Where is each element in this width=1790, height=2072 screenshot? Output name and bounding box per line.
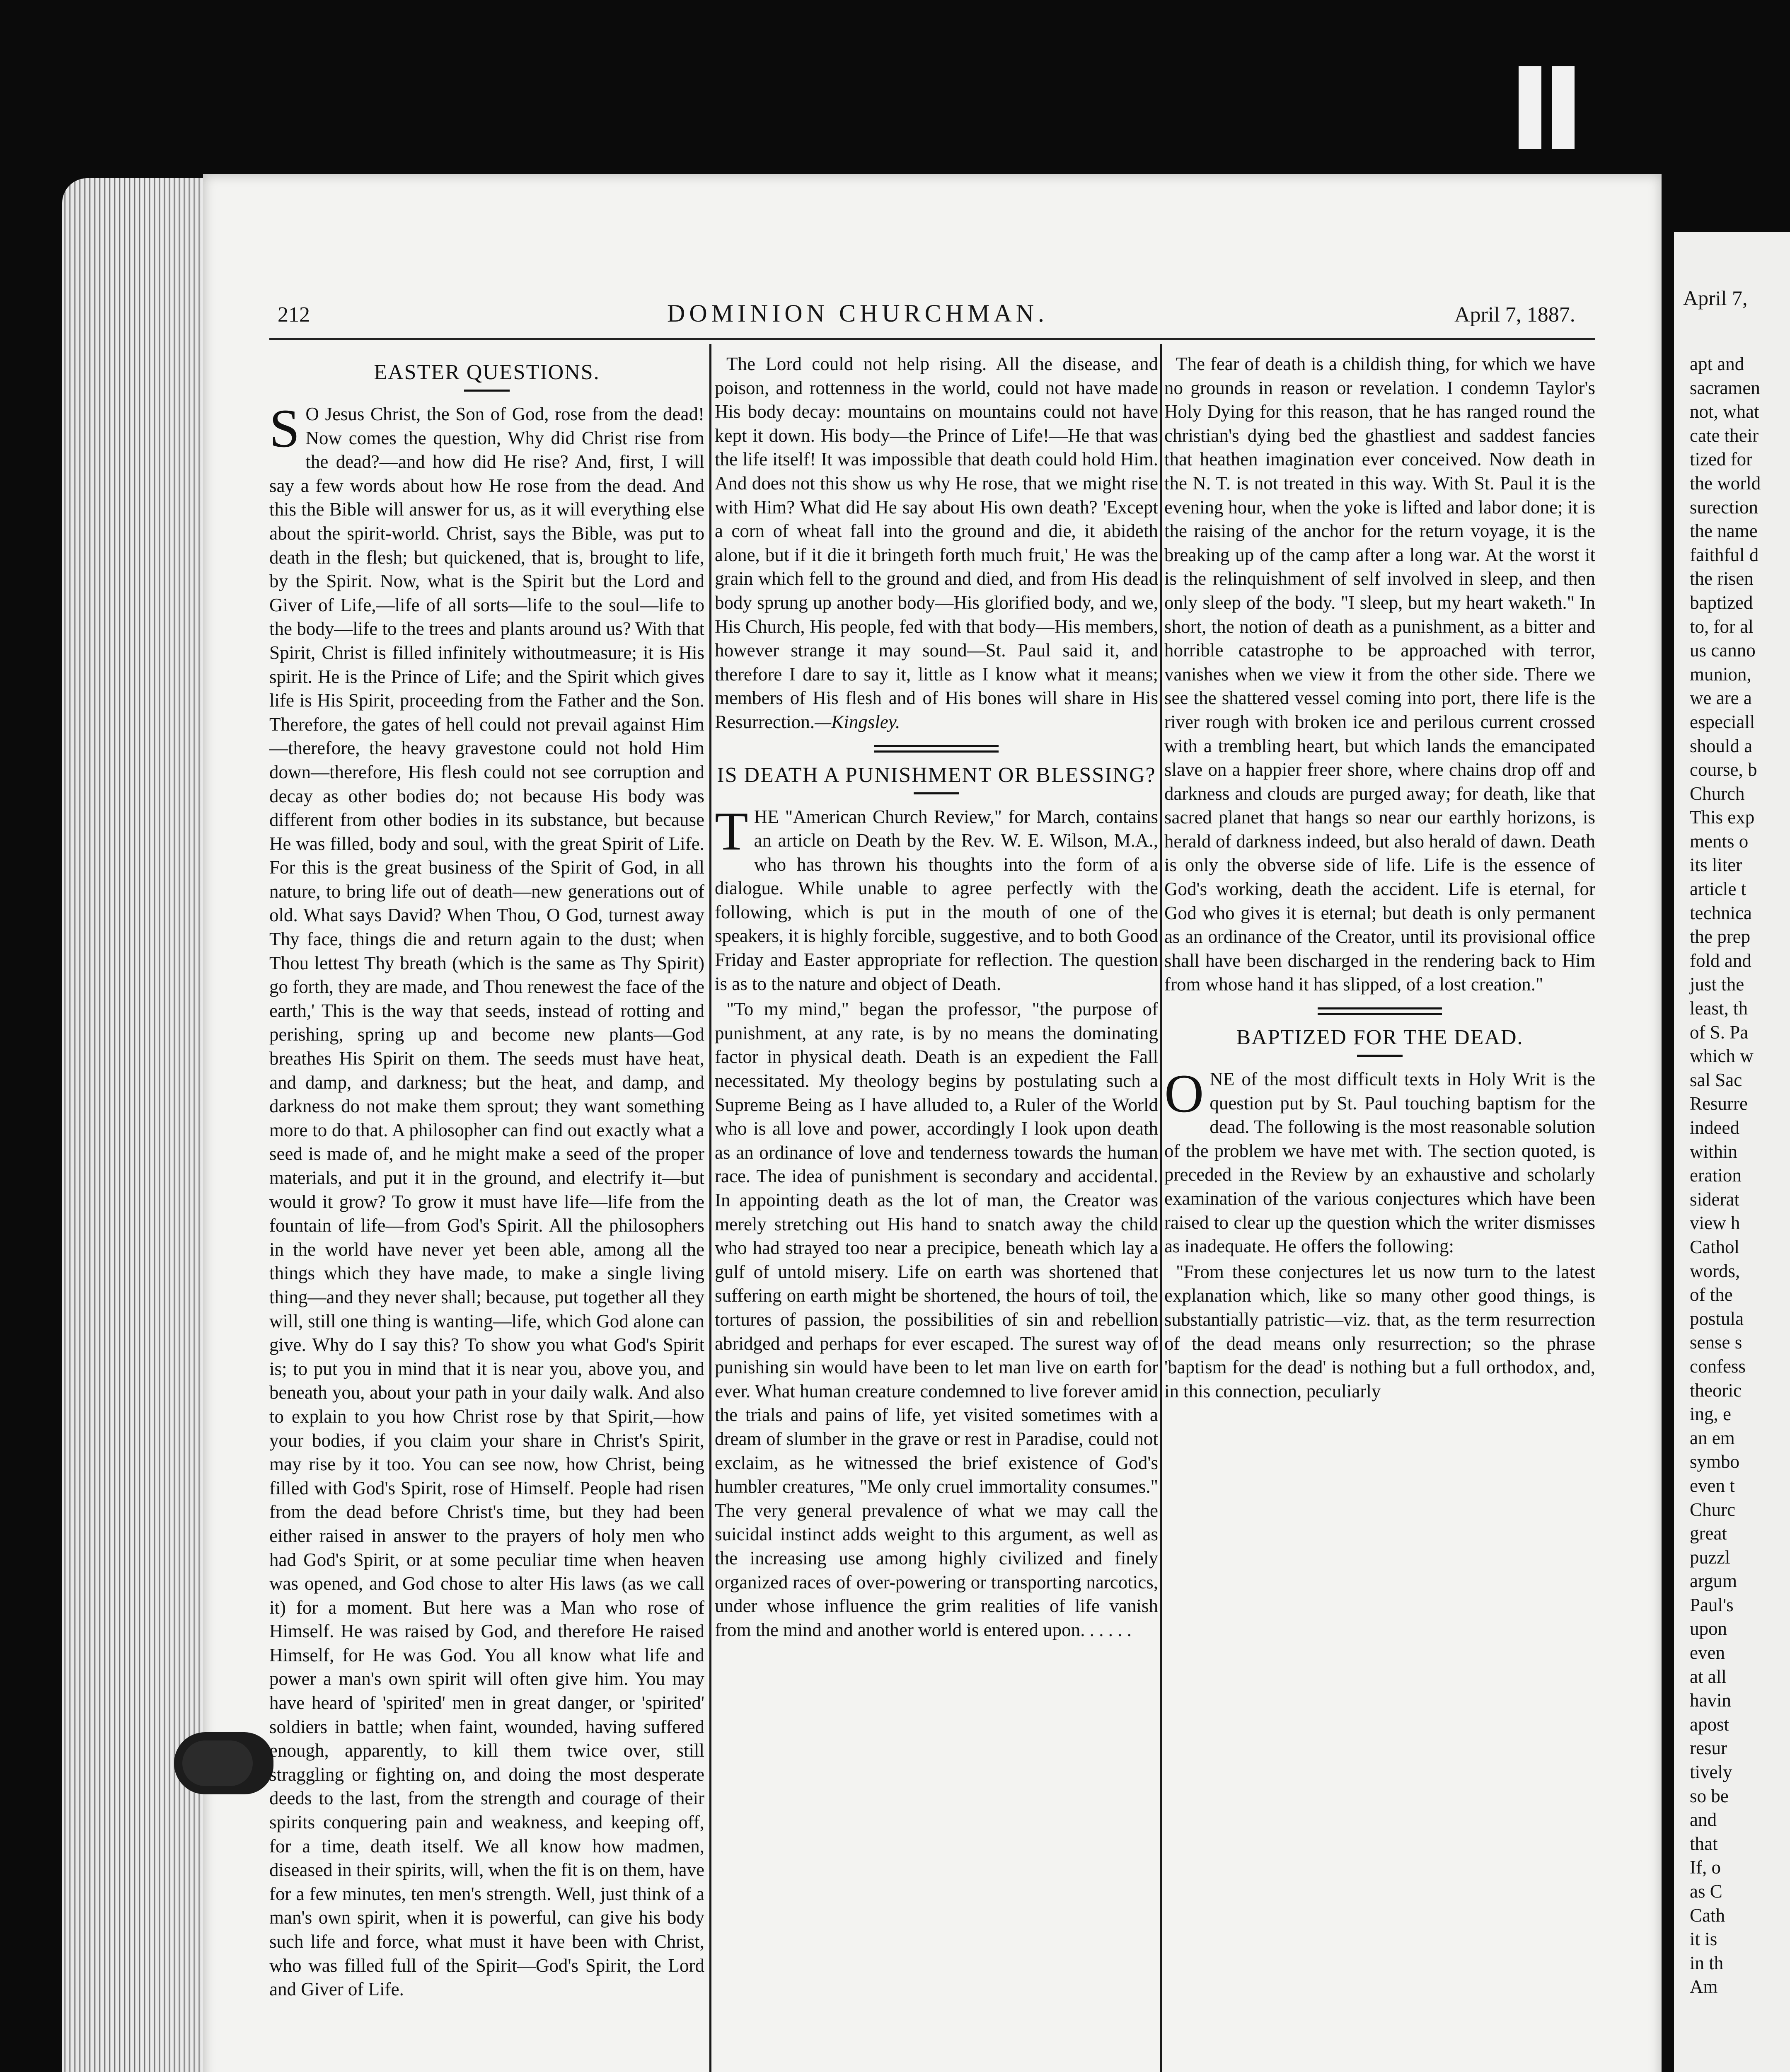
facing-page-line: confess: [1690, 1356, 1746, 1377]
section-rule: [874, 745, 999, 753]
facing-page-line: great: [1690, 1523, 1727, 1544]
title-rule: [464, 390, 510, 392]
column-rule: [1160, 344, 1162, 2072]
facing-page-line: havin: [1690, 1690, 1731, 1711]
facing-page-line: the risen: [1690, 568, 1754, 589]
facing-page-line: to, for al: [1690, 616, 1754, 637]
facing-page-line: surection: [1690, 496, 1758, 518]
page-number: 212: [278, 303, 310, 327]
facing-page-line: just the: [1690, 974, 1744, 995]
facing-page-line: view h: [1690, 1213, 1740, 1234]
facing-page-line: least, th: [1690, 998, 1748, 1019]
article-paragraph: "To my mind," began the professor, "the purpose of punishment, at any rate, is by no means the dominating factor in physical death. Death is an expedient the Fall necessitated. My theology begins by postulating such a Supreme Being as I have alluded to, a Ruler of the World who is all love and power, accordingly I look upon death as an ordinance of love and tenderness towards the human race. The idea of punishment is secondary and accidental. In appointing death as the lot of man, the Creator was merely stretching out His hand to snatch away the child who had strayed too near a precipice, beneath which lay a gulf of untold misery. Life on earth was shortened that suffering on earth might be shortened, the hours of toil, the tortures of passion, the possibilities of sin and rebellion abridged and perhaps for ever escaped. The surest way of punishing sin would have been to let man live on earth for ever. What human creature condemned to live forever amid the trials and pains of life, yet visited sometimes with a dream of slumber in the grave or rest in Paradise, could not exclaim, as he witnessed the brief existence of God's humbler creatures, "Me only cruel immortality consumes." The very general prevalence of what we may call the suicidal instinct adds weight to this argument, as well as the increasing use among highly civilized and finely organized races of over-powering or transporting narcotics, under whose influence the grim realities of life vanish from the mind and another world is entered upon. . . . . .: [715, 999, 1158, 1640]
facing-page-line: the prep: [1690, 926, 1751, 947]
article-title: BAPTIZED FOR THE DEAD.: [1236, 1026, 1524, 1050]
facing-page-line: eration: [1690, 1165, 1742, 1186]
facing-page-line: argum: [1690, 1571, 1737, 1592]
facing-page-line: the world: [1690, 472, 1761, 494]
facing-page-line: cate their: [1690, 425, 1759, 446]
facing-page-line: munion,: [1690, 663, 1751, 685]
article-paragraph: "From these conjectures let us now turn to the latest explanation which, like so many other good things, is substantially patristic—viz. that, as the term resurrection of the dead means only resurrection; so the phrase 'baptism for the dead' is nothing but a full orthodox, and, in this connection, peculiarly: [1164, 1261, 1595, 1402]
drop-cap: S: [269, 398, 300, 459]
facing-page-line: as C: [1690, 1881, 1722, 1902]
facing-page-line: indeed: [1690, 1117, 1739, 1138]
facing-page-line: apost: [1690, 1714, 1729, 1735]
facing-page-line: not, what: [1690, 401, 1759, 422]
drop-cap: O: [1164, 1063, 1204, 1124]
facing-page-line: ing, e: [1690, 1404, 1731, 1425]
facing-page-line: words,: [1690, 1260, 1740, 1281]
article-paragraph: [269, 398, 704, 2002]
facing-page-line: technica: [1690, 902, 1752, 923]
facing-page-line: we are a: [1690, 687, 1752, 709]
facing-page-line: in th: [1690, 1952, 1724, 1973]
paragraph-text: NE of the most difficult texts in Holy Writ is the question put by St. Paul touching baptism for the dead. The following is the most reasonable solution of the problem we have met with. The section quoted, is preceded in the Review by an exhaustive and scholarly examination of the various conjectures which have been raised to clear up the question which the writer dismisses as inadequate. He offers the following:: [1164, 1069, 1595, 1257]
section-rule: [1318, 1007, 1442, 1015]
facing-page-line: even t: [1690, 1475, 1735, 1496]
film-marker-bar: [1552, 66, 1575, 149]
drop-cap: T: [715, 800, 748, 862]
article-title: EASTER QUESTIONS.: [374, 361, 600, 384]
title-rule: [1357, 1055, 1403, 1057]
facing-page-line: faithful d: [1690, 544, 1759, 565]
article-paragraph: [715, 800, 1158, 996]
facing-page-line: it is: [1690, 1929, 1717, 1950]
facing-page-line: and: [1690, 1809, 1717, 1830]
article-paragraph: [1164, 1063, 1595, 1259]
facing-page-line: at all: [1690, 1666, 1727, 1687]
facing-page-line: of S. Pa: [1690, 1021, 1749, 1043]
article-signature: —Kingsley.: [815, 711, 900, 732]
facing-page-line: us canno: [1690, 640, 1756, 661]
article-title: IS DEATH A PUNISHMENT OR BLESSING?: [717, 763, 1156, 787]
facing-page-line: Churc: [1690, 1499, 1735, 1520]
film-marker-bar: [1519, 66, 1541, 149]
column-2: [715, 352, 1158, 1642]
facing-page-line: theoric: [1690, 1380, 1742, 1401]
facing-page-line: apt and: [1690, 353, 1744, 374]
thumb-tip: [182, 1740, 253, 1786]
facing-page-line: Cathol: [1690, 1236, 1739, 1257]
article-paragraph: [715, 352, 1158, 734]
facing-page-line: baptized: [1690, 592, 1753, 613]
facing-page-line: puzzl: [1690, 1547, 1730, 1568]
facing-page-line: even: [1690, 1642, 1725, 1663]
facing-page-line: postula: [1690, 1308, 1744, 1329]
paragraph-text: O Jesus Christ, the Son of God, rose from the dead! Now comes the question, Why did Christ rise from the dead?—and how did He rise? And, first, I will say a few words about how He rose from the dead. And this the Bible will answer for us, as it will everything else about the spirit-world. Christ, says the Bible, was put to death in the flesh; but quickened, that is, brought to life, by the Spirit. Now, what is the Spirit but the Lord and Giver of Life,—life of all sorts—life to the soul—life to the body—life to the trees and plants around us? With that Spirit, Christ is filled infinitely withoutmeasure; it is His spirit. He is the Prince of Life; and the Spirit which gives life is His Spirit, proceeding from the Father and the Son. Therefore, the gates of hell could not prevail against Him—therefore, the heavy gravestone could not hold Him down—therefore, His flesh could not see corruption and decay as other bodies do; not because His body was different from other bodies in its substance, but because He was filled, body and soul, with the great Spirit of Life. For this is the great business of the Spirit of God, in all nature, to bring life out of death—new generations out of old. What says David? When Thou, O God, turnest away Thy face, things die and return again to the dust; when Thou lettest Thy breath (which is the same as Thy Spirit) go forth, they are made, and Thou renewest the face of the earth,' This is the way that seeds, instead of rotting and perishing, spring up and become new plants—God breathes His Spirit on them. The seeds must have heat, and damp, and darkness; but the heat, and damp, and darkness do not make them sprout; they want something more to do that. A philosopher can find out exactly what a seed is made of, and he might make a seed of the proper materials, and put it in the ground, and electrify it—but would it grow? To grow it must have life—life from the fountain of life—from God's Spirit. All the philosophers in the world have never yet been able, among all the things which they have made, to make a single living thing—and they never shall; because, put together all they will, still one thing is wanting—life, which God alone can give. Why do I say this? To show you what God's Spirit is; to put you in mind that it is near you, above you, and beneath you, about your path in your daily walk. And also to explain to you how Christ rose by that Spirit,—how your bodies, if you claim your share in Christ's Spirit, may rise by it too. You can see now, how Christ, being filled with God's Spirit, rose of Himself. People had risen from the dead before Christ's time, but they had been either raised in answer to the prayers of holy men who had God's Spirit, or at some peculiar time when heaven was opened, and God chose to alter His laws (as we call it) for a moment. But here was a Man who rose of Himself. He was raised by God, and therefore He raised Himself, for He was God. You all know what life and power a man's own spirit will often give him. You may have heard of 'spirited' men in great danger, or 'spirited' soldiers in battle; when faint, wounded, having suffered enough, apparently, to kill them twice over, still straggling or fighting on, and doing the most desperate deeds to the last, from the strength and courage of their spirits conquering pain and weakness, and keeping off, for a time, death itself. We all know how madmen, diseased in their spirits, will, when the fit is on them, have for a few minutes, ten men's strength. Well, just think of a man's own spirit, when it is powerful, can give his body such life and force, what must it have been with Christ, who was filled full of the Spirit—God's Spirit, the Lord and Giver of Life.: [269, 404, 704, 2000]
facing-page-line: the name: [1690, 520, 1758, 542]
facing-page-line: tively: [1690, 1762, 1732, 1783]
header-rule: [269, 338, 1595, 340]
column-1: [269, 352, 704, 2002]
column-3: [1164, 352, 1595, 1403]
facing-page-line: resur: [1690, 1738, 1727, 1759]
book-page-edges: [62, 178, 203, 2072]
article-paragraph: The fear of death is a childish thing, for which we have no grounds in reason or revelation. I condemn Taylor's Holy Dying for this reason, that he has ranged round the christian's dying bed the ghastliest and saddest fancies that heathen imagination ever conceived. Now death in the N. T. is not treated in this way. With St. Paul it is the evening hour, when the yoke is lifted and labor done; it is the raising of the anchor for the return voyage, it is the breaking up of the camp after a long war. At the worst it is the relinquishment of self involved in sleep, and then only sleep of the body. "I sleep, but my heart waketh." In short, the notion of death as a punishment, as a bitter and horrible catastrophe to be approached with terror, vanishes when we view it from the other side. There we see the shattered vessel coming into port, there life is the river rough with broken ice and perilous current crossed with a trembling heart, but which lands the emancipated slave on a happier freer shore, where chains drop off and darkness and clouds are purged away; for death, like that sacred planet that hangs so near our earthly horizons, is herald of darkness indeed, but also herald of dawn. Death is only the obverse side of life. Life is the essence of God's working, death the accident. Life is eternal, for God who gives it is eternal; but death is only permanent as an ordinance of the Creator, until its provisional office shall have been discharged in the rendering back to Him from whose hand it has slipped, of a lost creation.": [1164, 353, 1595, 995]
facing-page-line: course, b: [1690, 759, 1757, 780]
facing-page-line: so be: [1690, 1785, 1729, 1806]
facing-page-line: ments o: [1690, 830, 1749, 852]
facing-page-line: This exp: [1690, 807, 1755, 828]
facing-page-line: of the: [1690, 1284, 1733, 1305]
facing-page-line: sal Sac: [1690, 1069, 1742, 1090]
facing-page-line: Church: [1690, 783, 1745, 804]
title-rule: [914, 792, 959, 794]
masthead: DOMINION CHURCHMAN.: [667, 300, 1049, 327]
facing-page-line: symbo: [1690, 1451, 1740, 1472]
paragraph-text: The Lord could not help rising. All the disease, and poison, and rottenness in the world, could not have made His body decay: mountains on mountains could not have kept it down. His body—the Prince of Life!—He that was the life itself! It was impossible that death could hold Him. And does not this show us why He rose, that we might rise with Him? What did He say about His own death? 'Except a corn of wheat fall into the ground and die, it abideth alone, but if it die it bringeth forth much fruit,' He was the grain which fell to the ground and died, and from His dead body sprung up another body—His glorified body, and we, His Church, His people, fed with that body—His members, however strange it may sound—St. Paul said it, and therefore I dare to say it, little as I know what it means; members of His flesh and of His bones will share in His Resurrection.: [715, 353, 1158, 732]
facing-page-line: an em: [1690, 1427, 1735, 1448]
facing-page-date: April 7,: [1683, 286, 1748, 310]
issue-date: April 7, 1887.: [1454, 303, 1575, 327]
facing-page-line: its liter: [1690, 854, 1742, 876]
facing-page-line: siderat: [1690, 1188, 1739, 1210]
facing-page-line: Resurre: [1690, 1093, 1748, 1114]
facing-page-line: upon: [1690, 1618, 1727, 1639]
paragraph-text: HE "American Church Review," for March, contains an article on Death by the Rev. W. E. Wilson, M.A., who has thrown his thoughts into the form of a dialogue. While unable to agree perfectly with the following, which is put in the mouth of one of the speakers, it is highly forcible, suggestive, and to both Good Friday and Easter appropriate for reflection. The question is as to the nature and object of Death.: [715, 806, 1158, 994]
facing-page-line: that: [1690, 1833, 1718, 1854]
column-rule: [709, 344, 711, 2072]
facing-page-line: fold and: [1690, 950, 1751, 971]
facing-page-line: Paul's: [1690, 1594, 1734, 1615]
facing-page-line: Cath: [1690, 1905, 1725, 1926]
facing-page-line: If, o: [1690, 1857, 1721, 1878]
facing-page-line: tized for: [1690, 449, 1753, 470]
facing-page-line: sense s: [1690, 1332, 1742, 1353]
facing-page-line: which w: [1690, 1046, 1754, 1067]
facing-page-line: Am: [1690, 1976, 1718, 1997]
facing-page-line: especiall: [1690, 711, 1755, 732]
facing-page-line: article t: [1690, 879, 1746, 900]
facing-page-line: sacramen: [1690, 377, 1760, 398]
facing-page-line: within: [1690, 1141, 1738, 1162]
facing-page-column: [1690, 352, 1790, 1999]
facing-page-line: should a: [1690, 735, 1753, 756]
